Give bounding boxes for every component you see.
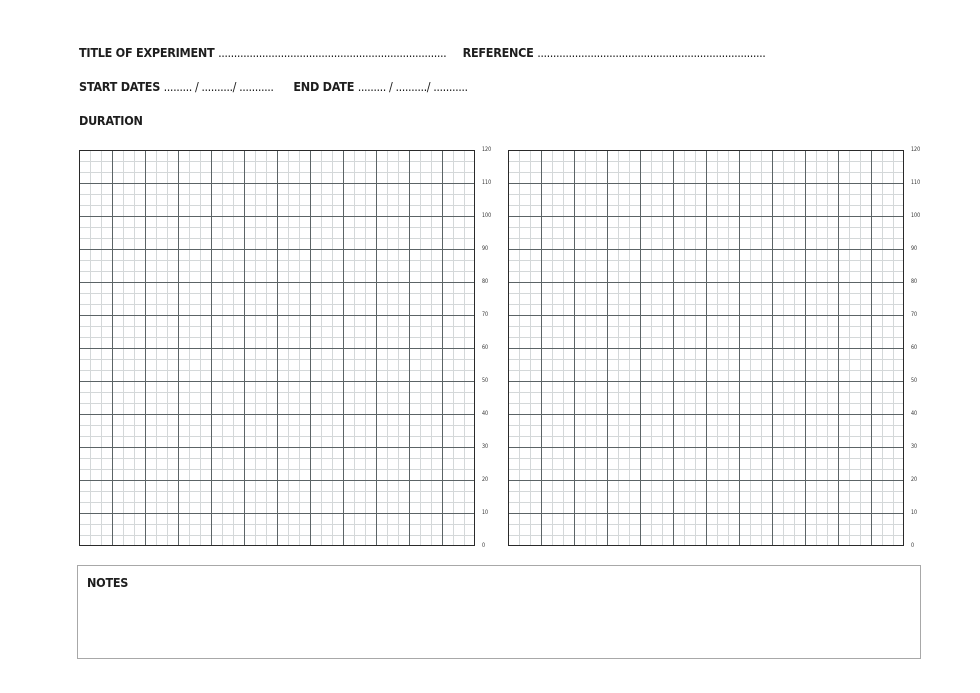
dates-row — [79, 79, 468, 94]
scale-tick-label: 80 — [482, 278, 489, 285]
scale-tick-label: 20 — [911, 476, 918, 483]
scale-tick-label: 80 — [911, 278, 918, 285]
scale-tick-label: 110 — [911, 179, 921, 186]
scale-tick-label: 100 — [482, 212, 492, 219]
scale-tick-label: 10 — [482, 509, 489, 516]
graph-scale-right — [911, 146, 935, 549]
scale-tick-label: 40 — [482, 410, 489, 417]
graph-scale-left — [482, 146, 506, 549]
title-reference-row — [79, 45, 765, 60]
end-date-label: END DATE — [293, 79, 355, 94]
scale-tick-label: 90 — [911, 245, 918, 252]
reference-label: REFERENCE — [462, 45, 534, 60]
notes-box[interactable] — [77, 565, 921, 659]
scale-tick-label: 10 — [911, 509, 918, 516]
scale-tick-label: 50 — [911, 377, 918, 384]
scale-tick-label: 30 — [482, 443, 489, 450]
scale-tick-label: 120 — [911, 146, 921, 153]
title-of-experiment-label: TITLE OF EXPERIMENT — [79, 45, 215, 60]
scale-tick-label: 100 — [911, 212, 921, 219]
scale-tick-label: 40 — [911, 410, 918, 417]
scale-tick-label: 90 — [482, 245, 489, 252]
scale-tick-label: 60 — [482, 344, 489, 351]
reference-field[interactable]: ......................................................................... — [537, 45, 766, 60]
scale-tick-label: 0 — [482, 542, 486, 549]
notes-label: NOTES — [87, 575, 129, 590]
start-dates-label: START DATES — [79, 79, 161, 94]
title-of-experiment-field[interactable]: ......................................................................... — [218, 45, 447, 60]
graph-grid-left[interactable] — [79, 150, 475, 546]
duration-row — [79, 113, 143, 128]
scale-tick-label: 70 — [482, 311, 489, 318]
scale-tick-label: 110 — [482, 179, 492, 186]
duration-label: DURATION — [79, 113, 143, 128]
graph-grid-right[interactable] — [508, 150, 904, 546]
start-date-field[interactable]: ......... / ........../ ........... — [163, 79, 274, 94]
scale-tick-label: 70 — [911, 311, 918, 318]
scale-tick-label: 50 — [482, 377, 489, 384]
scale-tick-label: 0 — [911, 542, 915, 549]
scale-tick-label: 30 — [911, 443, 918, 450]
scale-tick-label: 120 — [482, 146, 492, 153]
scale-tick-label: 20 — [482, 476, 489, 483]
scale-tick-label: 60 — [911, 344, 918, 351]
end-date-field[interactable]: ......... / ........../ ........... — [357, 79, 468, 94]
